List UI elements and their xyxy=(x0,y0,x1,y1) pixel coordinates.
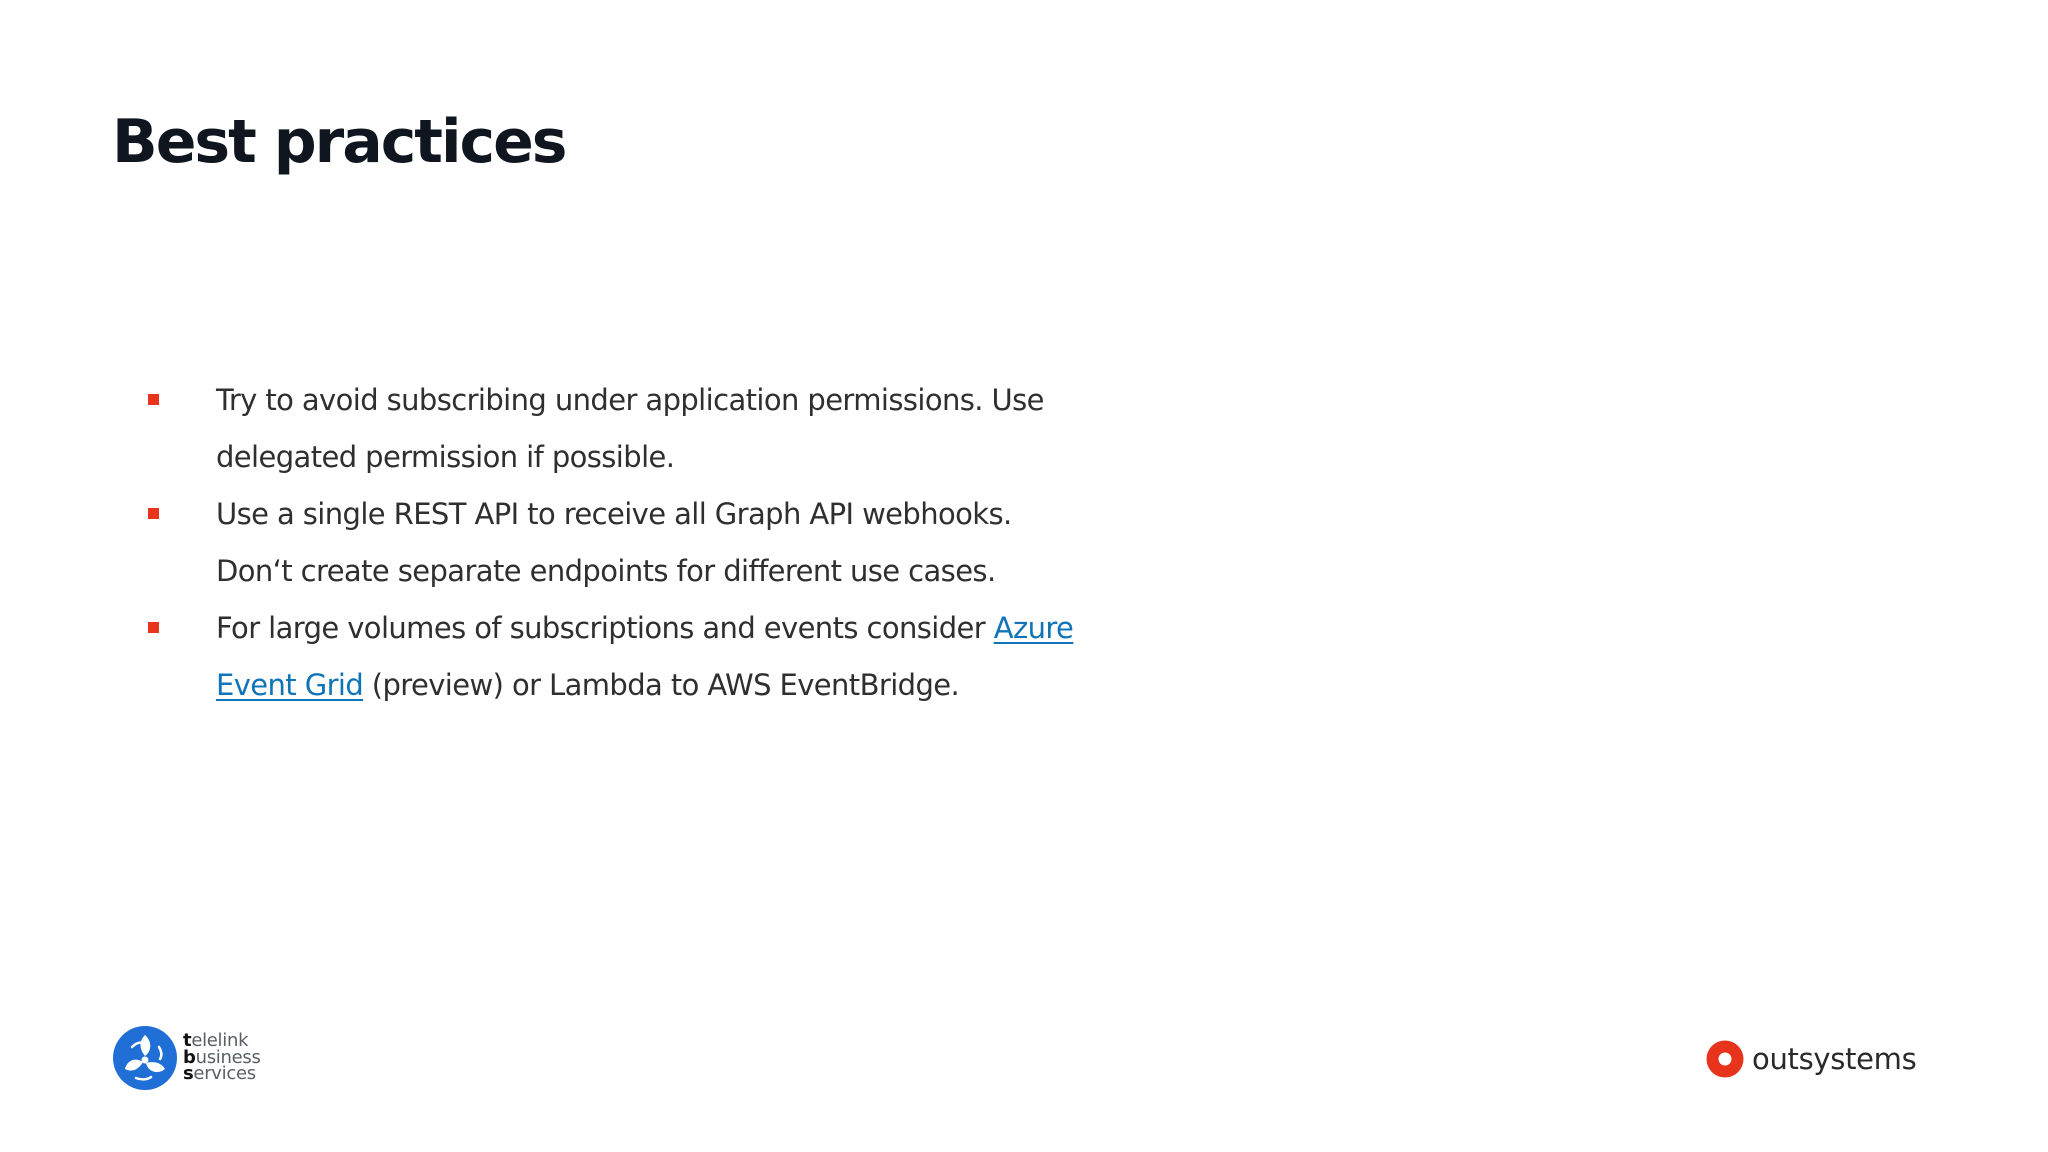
bullet-square-icon xyxy=(148,508,159,519)
bullet-square-icon xyxy=(148,622,159,633)
bullet-text-prefix: For large volumes of subscriptions and events consider xyxy=(216,611,994,645)
bullet-text-suffix: (preview) or Lambda to AWS EventBridge. xyxy=(363,668,960,702)
telelink-wordmark: telelink business services xyxy=(183,1030,261,1085)
slide-title: Best practices xyxy=(112,107,566,177)
bullet-square-icon xyxy=(148,394,159,405)
list-item xyxy=(146,600,1086,714)
outsystems-wordmark: outsystems xyxy=(1752,1042,1917,1076)
telelink-emblem-icon xyxy=(112,1025,178,1091)
list-item xyxy=(146,486,1086,600)
telelink-business-services-logo xyxy=(112,1025,261,1091)
bullet-text: Try to avoid subscribing under application permissions. Use delegated permission if possible. xyxy=(216,383,1044,474)
outsystems-logo xyxy=(1706,1040,1916,1078)
bullet-text: Use a single REST API to receive all Graph API webhooks. Don‘t create separate endpoints for different use cases. xyxy=(216,497,1012,588)
azure-event-grid-link[interactable]: Azure Event Grid xyxy=(216,611,1074,702)
best-practices-list xyxy=(146,372,1086,714)
outsystems-logo-icon xyxy=(1706,1040,1744,1078)
list-item xyxy=(146,372,1086,486)
